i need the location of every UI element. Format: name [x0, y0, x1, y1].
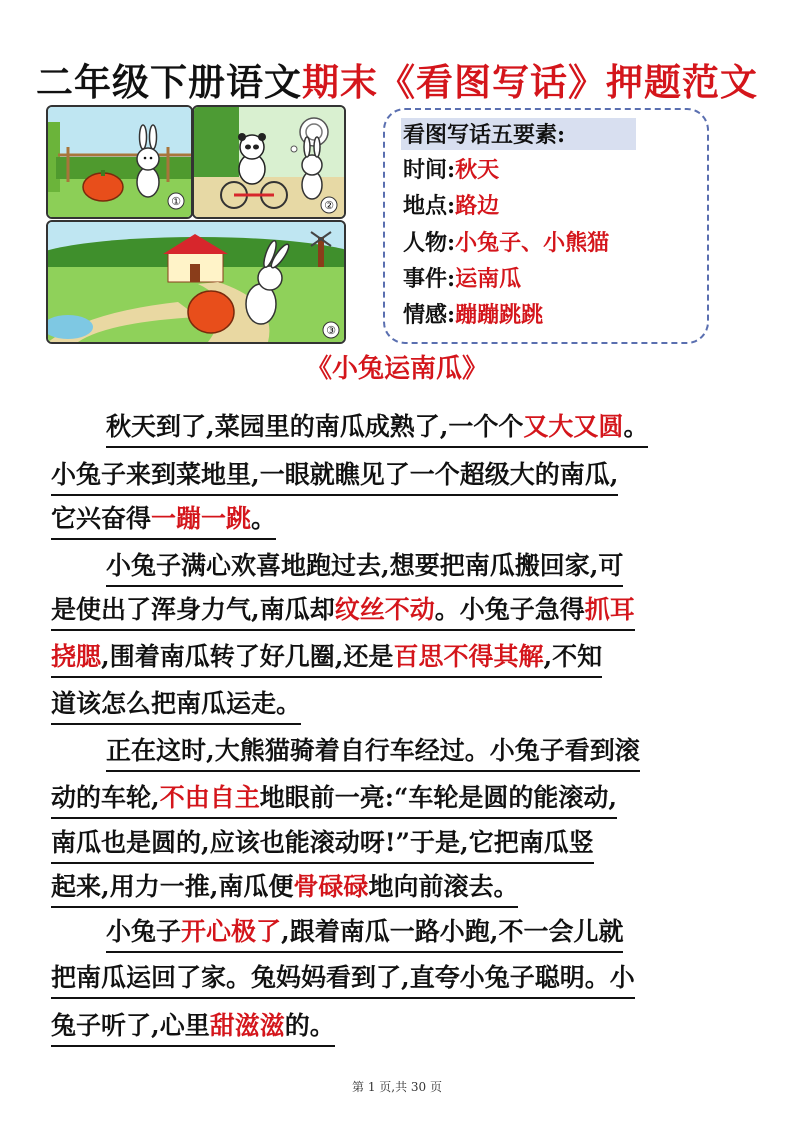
story-line	[51, 781, 617, 819]
element-label: 情感:	[403, 302, 456, 328]
story-text: 是使出了浑身力气,南瓜却	[51, 595, 335, 624]
story-line	[51, 458, 618, 496]
story-text: ,围着南瓜转了好几圈,还是	[101, 642, 394, 671]
highlighted-phrase: 挠腮	[51, 642, 102, 671]
panel-3-number: ③	[326, 324, 336, 337]
story-text: 地向前滚去。	[368, 872, 519, 901]
title-part2: 期末《看图写话》押题范文	[302, 61, 758, 104]
story-line	[51, 961, 635, 999]
element-value: 路边	[455, 193, 500, 219]
story-line	[51, 687, 301, 725]
story-text: 正在这时,大熊猫骑着自行车经过。小兔子看到滚	[106, 736, 640, 765]
story-text: 的。	[284, 1011, 335, 1040]
story-text: 小兔子	[106, 917, 182, 946]
element-characters	[403, 228, 609, 258]
element-value: 蹦蹦跳跳	[455, 302, 544, 328]
story-text: 动的车轮,	[51, 783, 160, 812]
highlighted-phrase: 开心极了	[181, 917, 282, 946]
highlighted-phrase: 不由自主	[159, 783, 260, 812]
highlighted-phrase: 又大又圆	[523, 412, 624, 441]
story-line	[106, 734, 640, 772]
story-text: ,跟着南瓜一路小跑,不一会儿就	[281, 917, 624, 946]
element-label: 事件:	[403, 266, 456, 292]
story-text: 兔子听了,心里	[51, 1011, 210, 1040]
story-line	[106, 410, 648, 448]
panel-2-image	[192, 105, 346, 219]
story-text: ,不知	[543, 642, 603, 671]
highlighted-phrase: 纹丝不动	[334, 595, 435, 624]
element-value: 运南瓜	[455, 266, 522, 292]
element-label: 人物:	[403, 230, 456, 256]
story-text: 它兴奋得	[51, 504, 152, 533]
story-line	[51, 502, 276, 540]
story-text: 。小兔子急得	[434, 595, 585, 624]
story-text: 起来,用力一推,南瓜便	[51, 872, 294, 901]
element-time	[403, 155, 499, 185]
story-line	[106, 549, 623, 587]
story-text: 道该怎么把南瓜运走。	[51, 689, 302, 718]
page-footer: 第 1 页,共 30 页	[352, 1080, 442, 1094]
story-text: 秋天到了,菜园里的南瓜成熟了,一个个	[106, 412, 524, 441]
story-line	[106, 915, 623, 953]
story-title: 《小兔运南瓜》	[305, 354, 488, 384]
panel-3-image	[46, 220, 346, 344]
panel-1-number: ①	[171, 195, 181, 208]
story-text: 南瓜也是圆的,应该也能滚动呀!”于是,它把南瓜竖	[51, 828, 594, 857]
element-label: 地点:	[403, 193, 456, 219]
title-part1: 二年级下册语文	[36, 61, 302, 104]
highlighted-phrase: 甜滋滋	[209, 1011, 285, 1040]
page-title	[0, 52, 794, 106]
story-text: 地眼前一亮:“车轮是圆的能滚动,	[259, 783, 618, 812]
element-value: 小兔子、小熊猫	[455, 230, 610, 256]
story-text: 小兔子来到菜地里,一眼就瞧见了一个超级大的南瓜,	[51, 460, 619, 489]
story-text: 。	[623, 412, 649, 441]
five-elements-header: 看图写话五要素:	[403, 122, 566, 148]
story-line	[51, 593, 635, 631]
panel-1-image	[46, 105, 193, 219]
element-place	[403, 191, 499, 221]
story-text: 小兔子满心欢喜地跑过去,想要把南瓜搬回家,可	[106, 551, 624, 580]
element-value: 秋天	[455, 157, 500, 183]
story-text: 把南瓜运回了家。兔妈妈看到了,直夸小兔子聪明。小	[51, 963, 635, 992]
story-text: 。	[251, 504, 277, 533]
element-label: 时间:	[403, 157, 456, 183]
highlighted-phrase: 一蹦一跳	[151, 504, 252, 533]
element-event	[403, 264, 521, 294]
highlighted-phrase: 百思不得其解	[393, 642, 544, 671]
highlighted-phrase: 抓耳	[584, 595, 635, 624]
element-emotion	[403, 300, 543, 330]
story-line	[51, 1009, 335, 1047]
story-line	[51, 826, 594, 864]
panel-2-number: ②	[324, 199, 334, 212]
story-line	[51, 870, 518, 908]
story-line	[51, 640, 602, 678]
highlighted-phrase: 骨碌碌	[293, 872, 369, 901]
